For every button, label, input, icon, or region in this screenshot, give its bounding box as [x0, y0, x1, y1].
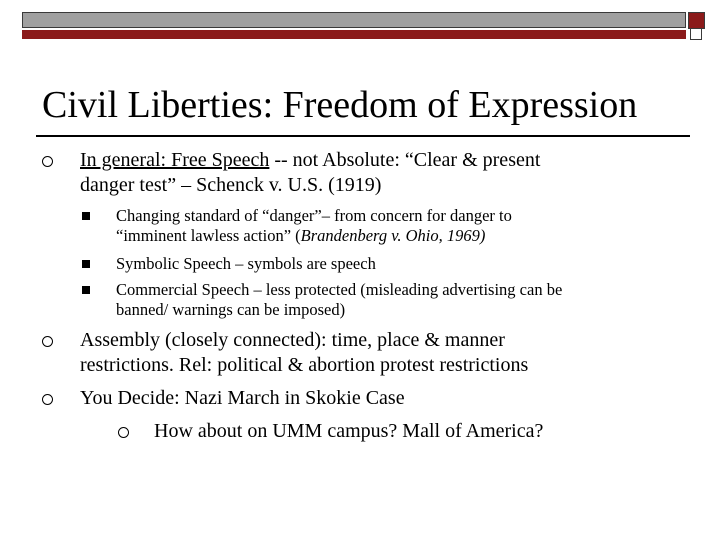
sub-bullet-danger-line2 [116, 226, 485, 246]
slide-header-decoration [0, 0, 720, 44]
bullet-free-speech-line2: danger test” – Schenck v. U.S. (1919) [80, 174, 382, 196]
bullet-assembly-line2: restrictions. Rel: political & abortion protest restrictions [80, 354, 529, 376]
hollow-circle-bullet-icon [42, 156, 53, 167]
hollow-circle-bullet-icon [42, 336, 53, 347]
square-bullet-icon [82, 286, 90, 294]
free-speech-underlined: In general: Free Speech [80, 149, 270, 171]
bullet-assembly-line1: Assembly (closely connected): time, place & manner [80, 329, 505, 351]
sub-bullet-symbolic: Symbolic Speech – symbols are speech [116, 254, 376, 273]
danger-line2-plain: “imminent lawless action” ( [116, 226, 301, 245]
danger-case-italic: Brandenberg v. Ohio, 1969) [300, 226, 486, 245]
sub-bullet-danger-line1: Changing standard of “danger”– from concern for danger to [116, 206, 512, 225]
slide-title: Civil Liberties: Freedom of Expression [42, 84, 638, 126]
bullet-you-decide: You Decide: Nazi March in Skokie Case [80, 387, 405, 409]
free-speech-rest: -- not Absolute: “Clear & present [269, 149, 541, 171]
square-bullet-icon [82, 212, 90, 220]
sub-bullet-commercial-line1: Commercial Speech – less protected (misleading advertising can be [116, 280, 563, 299]
header-grey-band [22, 12, 686, 28]
header-red-square [688, 12, 705, 29]
sub-bullet-commercial-line2: banned/ warnings can be imposed) [116, 300, 346, 319]
bullet-free-speech-line1 [80, 148, 540, 173]
header-red-band [22, 30, 686, 39]
title-underline-rule [36, 135, 690, 137]
hollow-circle-bullet-icon [42, 394, 53, 405]
hollow-circle-bullet-icon [118, 427, 129, 438]
nested-bullet-campus: How about on UMM campus? Mall of America? [154, 420, 544, 442]
header-white-square [690, 28, 702, 40]
square-bullet-icon [82, 260, 90, 268]
